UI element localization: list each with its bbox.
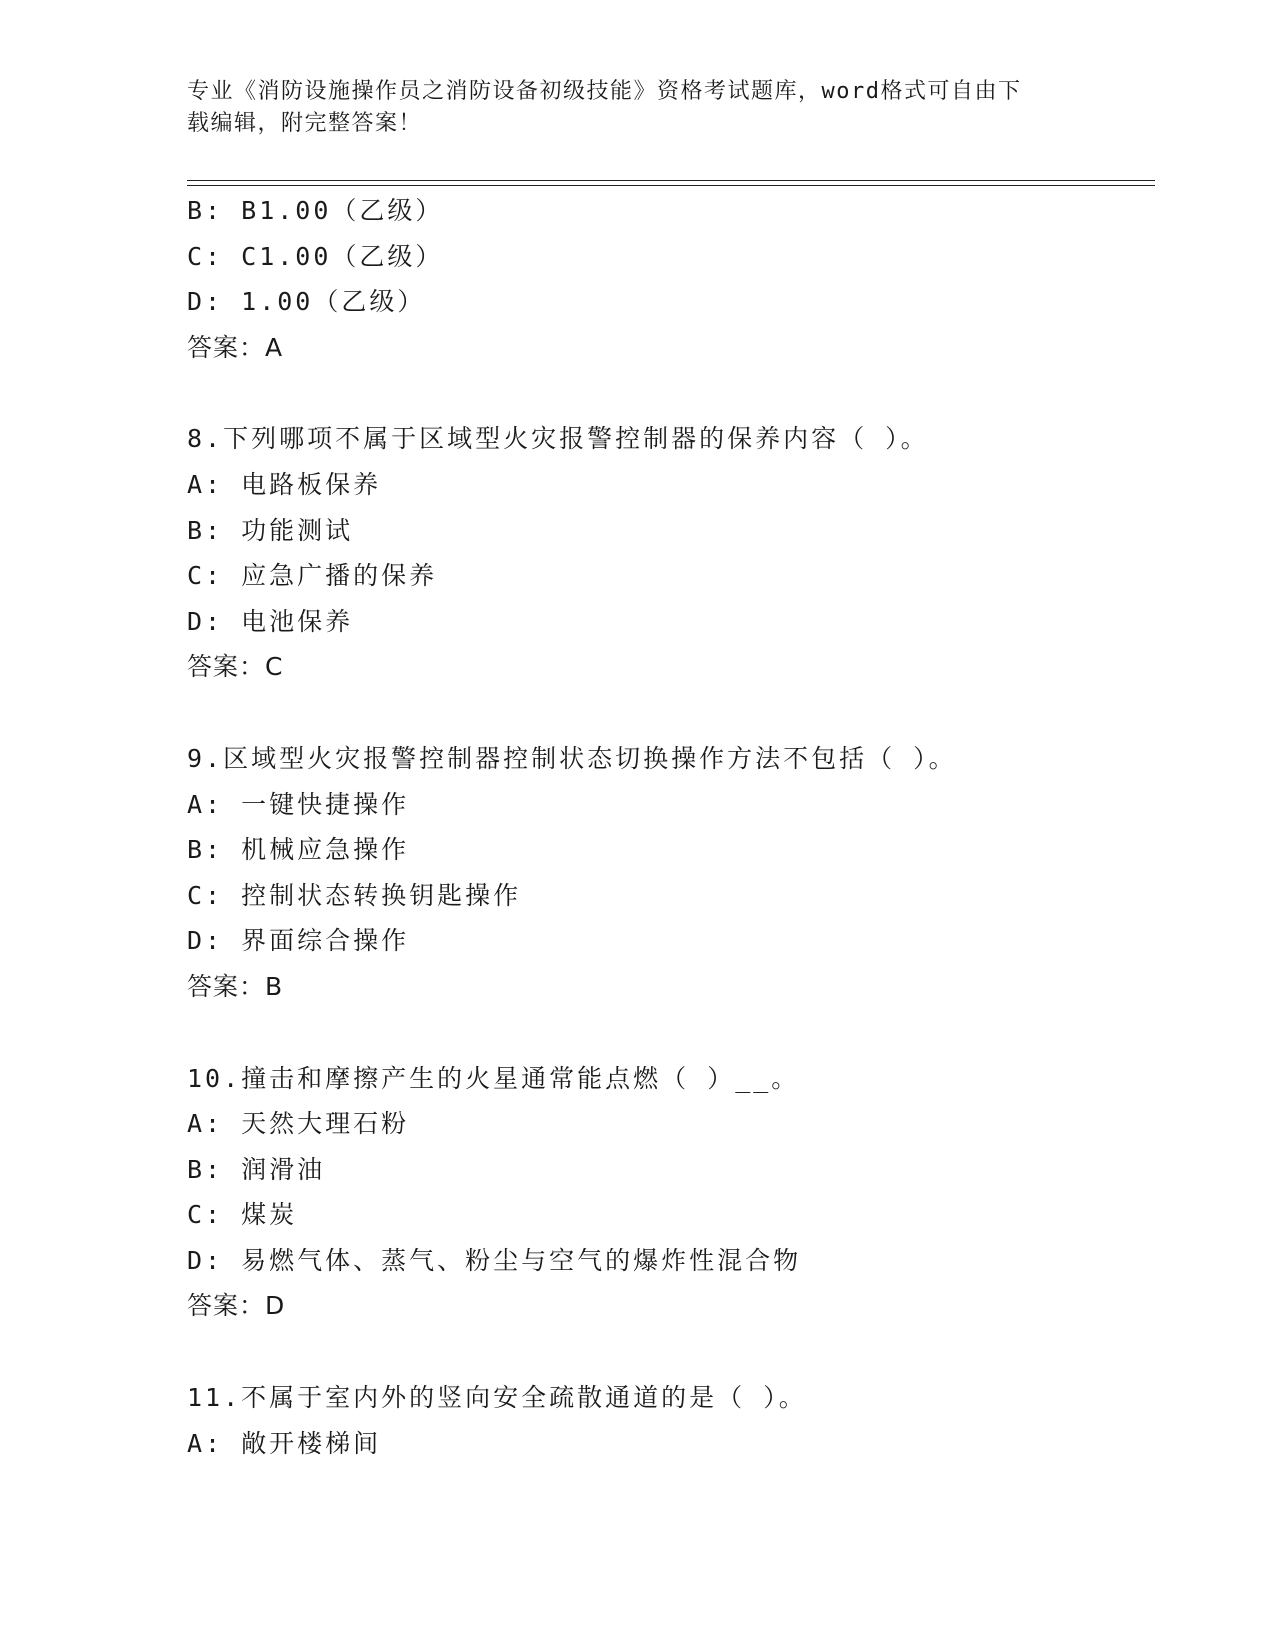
question-8 bbox=[187, 416, 1147, 690]
option-b: B: 机械应急操作 bbox=[187, 835, 410, 865]
question-title: 8.下列哪项不属于区域型火灾报警控制器的保养内容（ ）。 bbox=[187, 424, 929, 454]
option-d: D: 易燃气体、蒸气、粉尘与空气的爆炸性混合物 bbox=[187, 1245, 802, 1275]
answer-label: 答案：A bbox=[187, 332, 284, 362]
option-c: C: 应急广播的保养 bbox=[187, 561, 438, 591]
header-line-1: 专业《消防设施操作员之消防设备初级技能》资格考试题库，word格式可自由下 bbox=[187, 79, 1022, 104]
question-title: 9.区域型火灾报警控制器控制状态切换操作方法不包括（ ）。 bbox=[187, 743, 957, 773]
question-title: 11.不属于室内外的竖向安全疏散通道的是（ ）。 bbox=[187, 1383, 807, 1413]
question-11 bbox=[187, 1375, 1147, 1466]
option-a: A: 天然大理石粉 bbox=[187, 1109, 410, 1139]
option-d: D: 界面综合操作 bbox=[187, 926, 410, 956]
question-9 bbox=[187, 736, 1147, 1010]
option-c: C: 煤炭 bbox=[187, 1200, 298, 1230]
option-d: D: 1.00（乙级） bbox=[187, 287, 426, 317]
option-b: B: 润滑油 bbox=[187, 1154, 326, 1184]
option-d: D: 电池保养 bbox=[187, 606, 354, 636]
option-a: A: 敞开楼梯间 bbox=[187, 1428, 382, 1458]
option-b: B: B1.00（乙级） bbox=[187, 196, 444, 225]
option-c: C: C1.00（乙级） bbox=[187, 241, 444, 271]
header-divider-top bbox=[187, 180, 1155, 181]
question-10 bbox=[187, 1056, 1147, 1330]
option-b: B: 功能测试 bbox=[187, 515, 354, 545]
option-a: A: 一键快捷操作 bbox=[187, 789, 410, 819]
answer-label: 答案：C bbox=[187, 652, 284, 682]
question-title: 10.撞击和摩擦产生的火星通常能点燃（ ）__。 bbox=[187, 1063, 800, 1093]
option-c: C: 控制状态转换钥匙操作 bbox=[187, 880, 522, 910]
header-divider-bottom bbox=[187, 185, 1155, 186]
question-7-partial bbox=[187, 188, 1147, 370]
header-line-2: 载编辑，附完整答案！ bbox=[187, 111, 423, 136]
option-a: A: 电路板保养 bbox=[187, 469, 382, 499]
document-header bbox=[187, 76, 1067, 140]
question-list bbox=[187, 188, 1147, 1466]
answer-label: 答案：D bbox=[187, 1291, 286, 1321]
answer-label: 答案：B bbox=[187, 971, 284, 1001]
